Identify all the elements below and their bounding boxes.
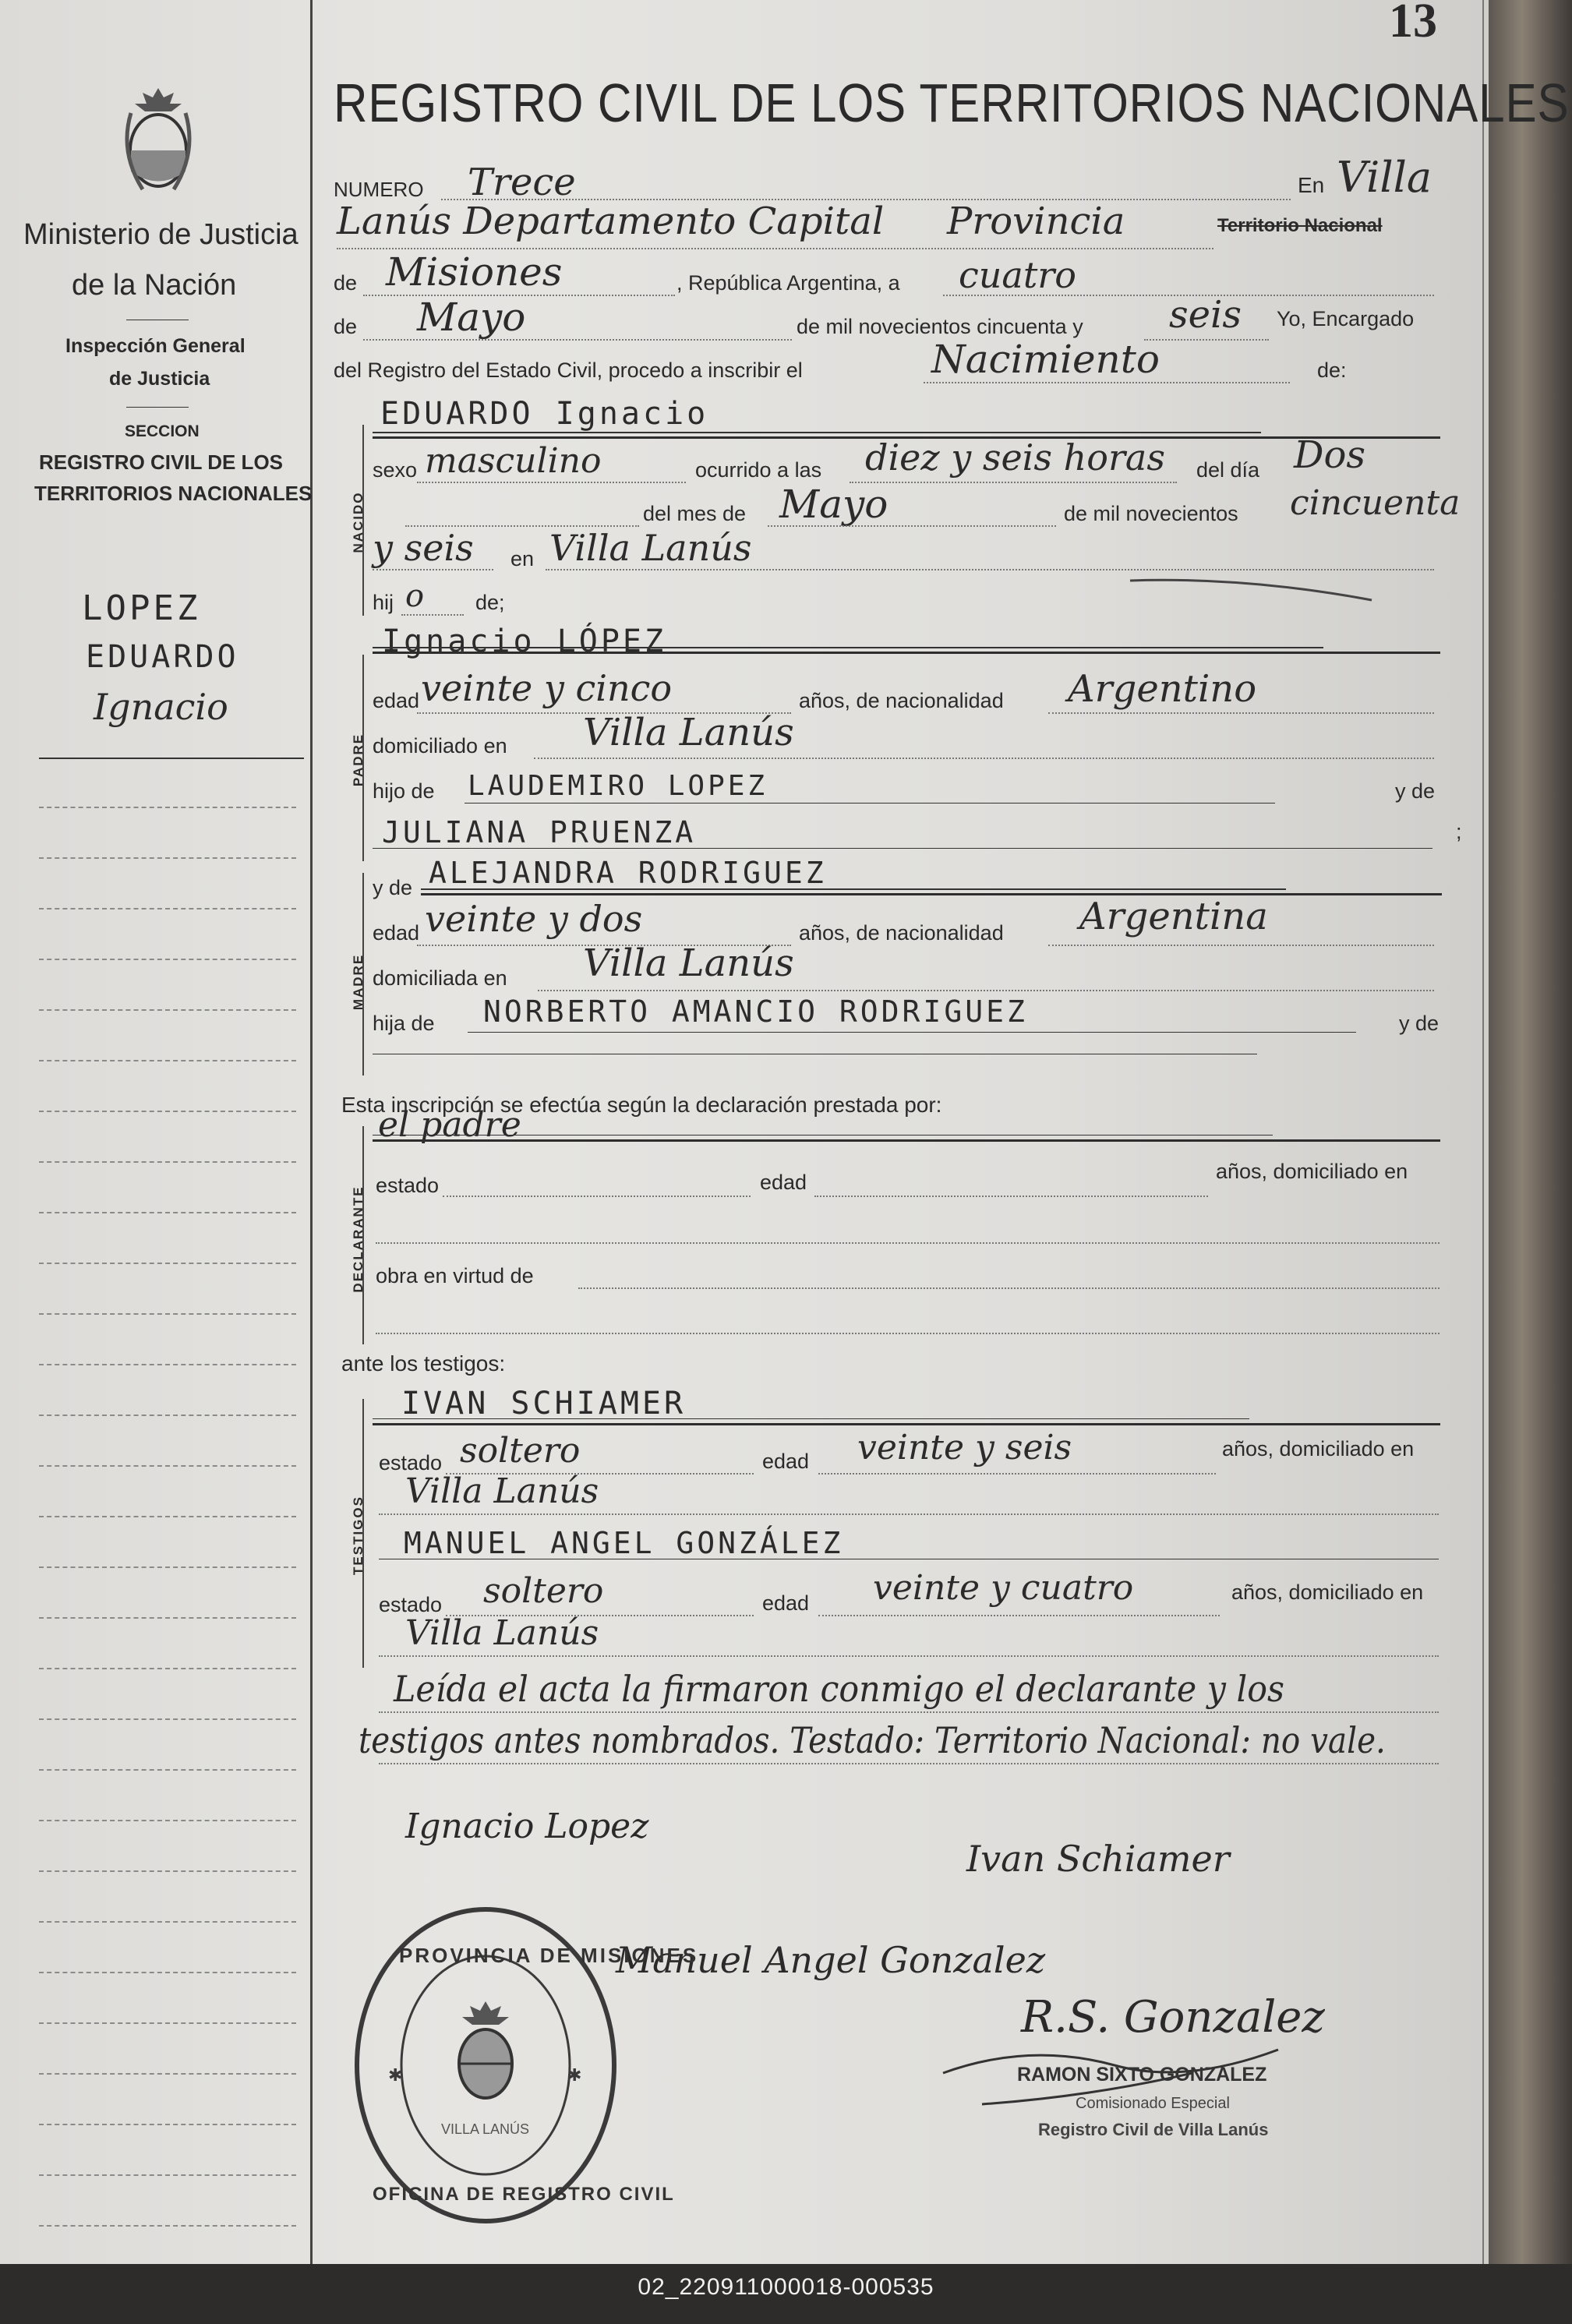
margin-rule (39, 1313, 296, 1315)
image-caption: 02_220911000018-000535 (638, 2274, 934, 2300)
testigo2-domicilio-label: años, domiciliado en (1231, 1581, 1424, 1604)
margin-rule (39, 1718, 296, 1720)
margin-rule (39, 1111, 296, 1112)
nacido-lugar-line (546, 569, 1434, 570)
testigo2-edad-line (818, 1615, 1220, 1616)
declarante-nombre: el padre (378, 1105, 521, 1145)
testigo1-edad-label: edad (762, 1450, 810, 1473)
registry-seal (349, 1902, 699, 2229)
inspection-line2: de Justicia (109, 368, 210, 390)
margin-middlename: Ignacio (94, 686, 228, 728)
provincia-name: Misiones (386, 249, 563, 295)
margin-rule (39, 1769, 296, 1771)
margin-rule (39, 1972, 296, 1973)
madre-edad-label: edad (373, 921, 420, 945)
officer-title: Comisionado Especial (1076, 2095, 1230, 2112)
mes-line (363, 339, 792, 341)
declarante-edad-line (814, 1196, 1208, 1197)
inspection-line1: Inspección General (65, 335, 246, 357)
margin-rule (39, 2225, 296, 2227)
signature-padre: Ignacio Lopez (405, 1807, 649, 1846)
abuela-paterna: JULIANA PRUENZA (382, 815, 697, 849)
anio2-line (373, 569, 493, 570)
margin-rule (39, 1364, 296, 1365)
margin-firstname: EDUARDO (86, 639, 239, 675)
margin-rule (39, 1516, 296, 1517)
declarante-label: DECLARANTE (351, 1185, 366, 1293)
madre-edad-value: veinte y dos (425, 898, 643, 940)
nacido-de-label: de; (475, 591, 505, 614)
obra-line (578, 1287, 1440, 1289)
hora-value: diez y seis horas (865, 436, 1165, 479)
seal-bottom-text: OFICINA DE REGISTRO CIVIL (373, 2184, 675, 2205)
testigo1-domicilio-label: años, domiciliado en (1222, 1437, 1415, 1460)
yo-label: Yo, Encargado (1277, 307, 1415, 330)
signature-testigo2: Manuel Angel Gonzalez (616, 1939, 1046, 1981)
madre-hija-label: hija de (373, 1012, 435, 1035)
dia-value: Dos (1294, 433, 1366, 477)
margin-rule (39, 807, 296, 808)
svg-text:✱: ✱ (567, 2066, 582, 2086)
nacido-mil-label: de mil novecientos (1064, 502, 1238, 525)
mes-label: del mes de (643, 502, 747, 525)
abuelo-materno-line (468, 1032, 1356, 1033)
testigo1-edad-line (818, 1473, 1216, 1475)
madre-nacionalidad-line (1048, 945, 1434, 946)
padre-label: PADRE (351, 733, 366, 787)
en-value: Villa (1337, 153, 1432, 202)
abuelo-paterno: LAUDEMIRO LOPEZ (468, 770, 768, 802)
signature-testigo1: Ivan Schiamer (966, 1838, 1230, 1880)
testigo1-edad: veinte y seis (857, 1428, 1072, 1468)
abuelo-materno: NORBERTO AMANCIO RODRIGUEZ (483, 994, 1028, 1029)
ministry-line2: de la Nación (72, 269, 237, 302)
right-margin-line (1482, 0, 1484, 2264)
madre-domicilio-value: Villa Lanús (583, 941, 794, 985)
margin-rule (39, 1566, 296, 1568)
hijo-value: o (405, 578, 425, 614)
republica-label: , República Argentina, a (676, 271, 900, 295)
testigo2-domicilio: Villa Lanús (405, 1613, 599, 1653)
padre-nombre: Ignacio LÓPEZ (382, 623, 667, 659)
nacido-nombre-line (373, 432, 1261, 433)
svg-text:✱: ✱ (388, 2066, 403, 2086)
lugar-value: Lanús Departamento Capital (337, 200, 885, 243)
acto-line (924, 382, 1290, 383)
testigos-intro: ante los testigos: (341, 1351, 506, 1376)
margin-rule (39, 1921, 296, 1923)
column-divider (310, 0, 313, 2264)
padre-edad-value: veinte y cinco (421, 667, 673, 709)
padre-domicilio-label: domiciliado en (373, 734, 507, 758)
closing-line1-rule (379, 1711, 1439, 1713)
nacido-nombre: EDUARDO Ignacio (380, 396, 709, 432)
madre-yde-label: y de (373, 876, 413, 899)
margin-rule (39, 908, 296, 909)
semicolon: ; (1456, 820, 1462, 843)
testigo1-nombre-line (373, 1418, 1249, 1419)
ocurrido-label: ocurrido a las (695, 458, 822, 482)
provincia-value: Provincia (947, 200, 1125, 243)
madre-yde2-label: y de (1399, 1012, 1440, 1035)
page-number: 13 (1389, 0, 1437, 48)
testigo2-domicilio-line (379, 1655, 1439, 1657)
sexo-value: masculino (425, 441, 602, 481)
mil-label: de mil novecientos cincuenta y (797, 315, 1083, 338)
testigo1-nombre: IVAN SCHIAMER (401, 1386, 687, 1422)
officer-name: RAMON SIXTO GONZALEZ (1017, 2064, 1267, 2086)
declarante-top-rule (373, 1139, 1440, 1142)
testigo1-domicilio-line (379, 1513, 1439, 1515)
margin-rule (39, 1161, 296, 1163)
hijo-stroke (1130, 573, 1379, 604)
declarante-domicilio-label: años, domiciliado en (1216, 1160, 1408, 1183)
nacido-mes-line (768, 525, 1056, 527)
closing-line2-rule (379, 1763, 1439, 1764)
testigos-label: TESTIGOS (351, 1496, 366, 1575)
margin-rule (39, 2073, 296, 2075)
seal-coat-of-arms-icon (443, 1995, 528, 2112)
seal-top-text: PROVINCIA DE MISIONES (399, 1944, 699, 1967)
padre-domicilio-line (534, 758, 1434, 759)
madre-nacionalidad-value: Argentina (1079, 895, 1268, 938)
closing-line1: Leída el acta la firmaron conmigo el declarante y los (394, 1668, 1284, 1710)
margin-rule (39, 1668, 296, 1669)
declarante-estado-label: estado (376, 1174, 440, 1197)
section-line1: REGISTRO CIVIL DE LOS (39, 450, 284, 474)
sexo-line (417, 482, 686, 483)
testigo1-estado-label: estado (379, 1451, 443, 1475)
obra-line-2 (376, 1333, 1440, 1334)
coat-of-arms-icon (115, 82, 201, 199)
margin-rule (39, 2174, 296, 2176)
sexo-label: sexo (373, 458, 418, 482)
madre-label: MADRE (351, 953, 366, 1011)
closing-line2: testigos antes nombrados. Testado: Territorio Nacional: no vale. (359, 1719, 1386, 1761)
anio-line (1144, 339, 1269, 341)
madre-domicilio-line (538, 990, 1434, 991)
madre-nombre: ALEJANDRA RODRIGUEZ (429, 856, 827, 890)
padre-nacionalidad-value: Argentino (1068, 667, 1257, 711)
anio-value: seis (1169, 293, 1242, 337)
testigo2-estado: soltero (483, 1571, 604, 1611)
section-line2: TERRITORIOS NACIONALES (34, 482, 313, 505)
testigo2-nombre: MANUEL ANGEL GONZÁLEZ (404, 1526, 844, 1560)
padre-nombre-line (373, 647, 1323, 648)
hijo-line (401, 614, 464, 616)
padre-edad-label: edad (373, 689, 420, 712)
seal-center-text: VILLA LANÚS (441, 2121, 530, 2137)
obra-label: obra en virtud de (376, 1264, 534, 1287)
registro-label: del Registro del Estado Civil, procedo a inscribir el (334, 358, 803, 382)
abuela-paterna-line (373, 848, 1432, 849)
testigo2-edad-label: edad (762, 1591, 810, 1615)
officer-office: Registro Civil de Villa Lanús (1038, 2120, 1269, 2139)
hijo-label: hij (373, 591, 394, 614)
document-title: REGISTRO CIVIL DE LOS TERRITORIOS NACIONALES (334, 72, 1570, 133)
margin-rule (39, 1465, 296, 1467)
mes-value: Mayo (417, 295, 526, 340)
padre-nacionalidad-line (1048, 712, 1434, 714)
margin-rule (39, 857, 296, 859)
margin-rule (39, 1212, 296, 1213)
testigo2-edad: veinte y cuatro (873, 1568, 1134, 1608)
padre-yde-label: y de (1395, 779, 1436, 803)
declarante-domicilio-line (376, 1242, 1440, 1244)
declarante-estado-line (443, 1196, 751, 1197)
padre-nacionalidad-label: años, de nacionalidad (799, 689, 1004, 712)
madre-top-rule (421, 893, 1442, 895)
nacido-label: NACIDO (351, 491, 366, 553)
declarante-nombre-line (373, 1135, 1273, 1136)
abuelo-paterno-line (465, 803, 1275, 804)
margin-surname: LOPEZ (82, 588, 201, 628)
de-label: de (334, 271, 358, 295)
margin-rule (39, 2022, 296, 2024)
signature-oficial: R.S. Gonzalez (1021, 1992, 1325, 2043)
territorio-label: Territorio Nacional (1217, 215, 1383, 236)
testigos-top-rule (373, 1423, 1440, 1425)
margin-rule (39, 1617, 296, 1619)
numero-label: NUMERO (334, 178, 424, 201)
nacido-anio-value: cincuenta (1290, 483, 1461, 523)
madre-domicilio-label: domiciliada en (373, 966, 507, 990)
nacido-en-label: en (510, 547, 535, 570)
margin-rule (39, 1415, 296, 1416)
nacido-lugar-value: Villa Lanús (549, 527, 752, 569)
dia-label: del día (1196, 458, 1260, 482)
nacido-anio-value2: y seis (373, 527, 474, 569)
margin-underline (39, 758, 304, 759)
testigo1-estado: soltero (460, 1431, 581, 1471)
testigo1-domicilio: Villa Lanús (405, 1471, 599, 1511)
padre-top-rule (373, 652, 1440, 654)
margin-rule (39, 1870, 296, 1872)
margin-rule (39, 1060, 296, 1061)
book-edge (1489, 0, 1572, 2324)
section-label: SECCION (125, 422, 200, 440)
hora-line (850, 482, 1177, 483)
de2-label: de (334, 315, 358, 338)
testigo2-estado-label: estado (379, 1593, 443, 1616)
madre-nacionalidad-label: años, de nacionalidad (799, 921, 1004, 945)
madre-nombre-line (421, 888, 1286, 890)
margin-rule (39, 1263, 296, 1264)
margin-rule (39, 959, 296, 960)
de3-label: de: (1317, 358, 1347, 382)
declaracion-intro: Esta inscripción se efectúa según la declaración prestada por: (341, 1093, 942, 1117)
divider (126, 407, 189, 408)
margin-rule (39, 1009, 296, 1011)
padre-domicilio-value: Villa Lanús (583, 711, 794, 754)
declarante-edad-label: edad (760, 1171, 807, 1194)
en-label: En (1298, 173, 1325, 197)
acto-value: Nacimiento (931, 337, 1160, 382)
margin-rule (39, 1820, 296, 1821)
numero-value: Trece (468, 161, 576, 204)
margin-rule (39, 2124, 296, 2125)
nacido-mes-value: Mayo (779, 482, 888, 527)
ministry-line1: Ministerio de Justicia (23, 218, 299, 251)
dia-value: cuatro (959, 254, 1076, 296)
padre-hijo-label: hijo de (373, 779, 435, 803)
